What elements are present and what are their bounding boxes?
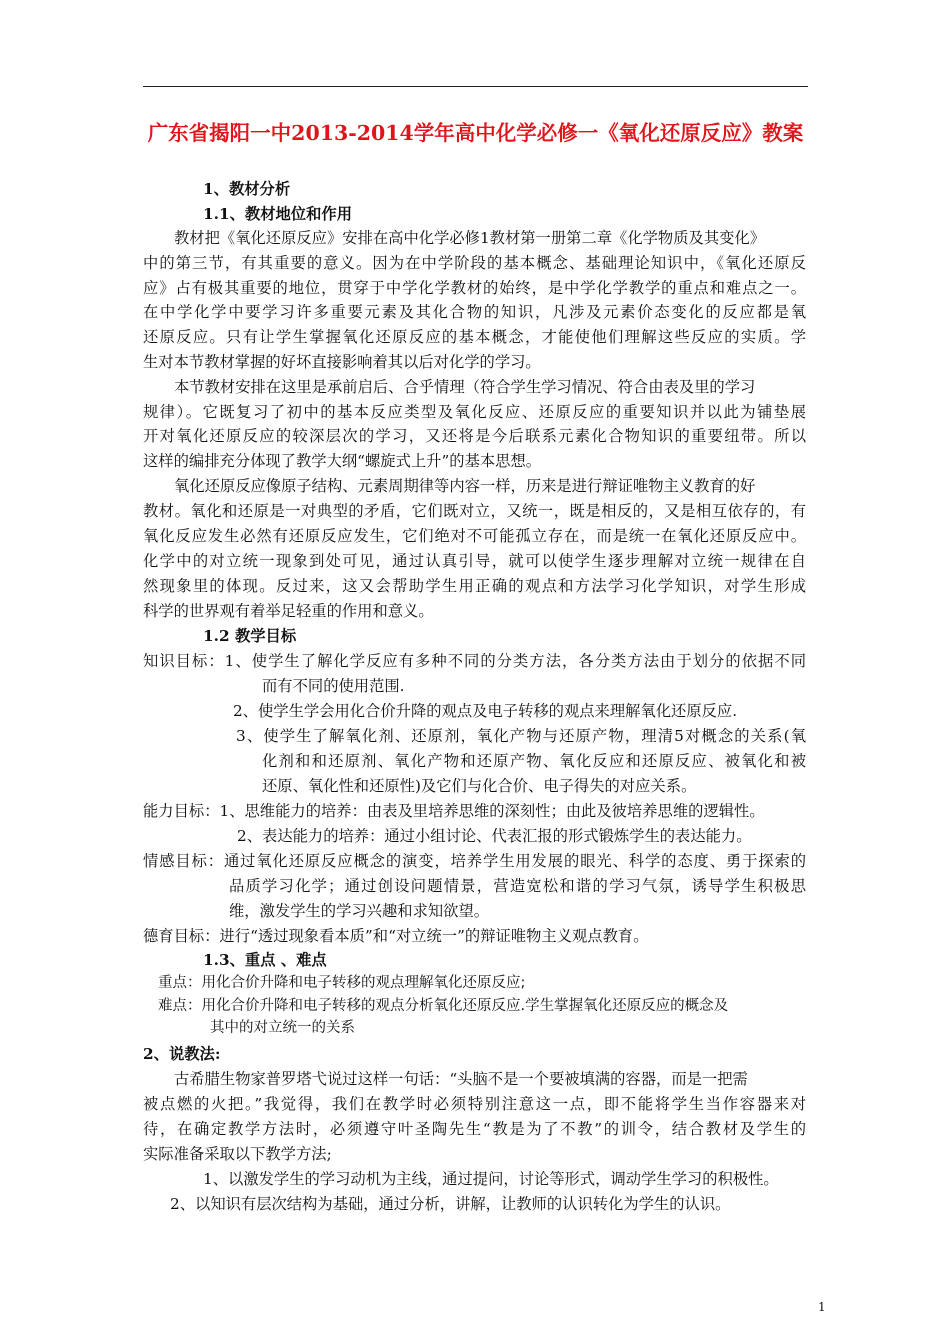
section-heading-1-3: 1.3、重点 、难点 [203, 951, 327, 969]
para3-line: 教材。氧化和还原是一对典型的矛盾，它们既对立，又统一，既是相反的，又是相互依存的，有 [143, 502, 806, 520]
para1-line: 中的第三节，有其重要的意义。因为在中学阶段的基本概念、基础理论知识中，《氧化还原反 [143, 254, 806, 272]
method-item-2: 2、以知识有层次结构为基础，通过分析，讲解，让教师的认识转化为学生的认识。 [170, 1195, 731, 1213]
para2-line: 规律）。它既复习了初中的基本反应类型及氧化反应、还原反应的重要知识并以此为铺垫展 [143, 403, 806, 421]
para3-line: 氧化反应发生必然有还原反应发生，它们绝对不可能孤立存在，而是统一在氧化还原反应中。 [143, 527, 806, 545]
emotion-goal-cont: 维，激发学生的学习兴趣和求知欲望。 [229, 902, 490, 920]
method-line: 被点燃的火把。”我觉得，我们在教学时必须特别注意这一点，即不能将学生当作容器来对 [143, 1095, 806, 1113]
section-heading-1: 1、教材分析 [203, 180, 291, 198]
para1-line: 生对本节教材掌握的好坏直接影响着其以后对化学的学习。 [143, 353, 541, 371]
difficulty: 难点：用化合价升降和电子转移的观点分析氧化还原反应.学生掌握氧化还原反应的概念及 [158, 998, 729, 1014]
para3-line: 氧化还原反应像原子结构、元素周期律等内容一样，历来是进行辩证唯物主义教育的好 [174, 477, 756, 495]
header-rule [143, 86, 808, 87]
para3-line: 科学的世界观有着举足轻重的作用和意义。 [143, 602, 434, 620]
document-title: 广东省揭阳一中2013-2014学年高中化学必修一《氧化还原反应》教案 [147, 121, 804, 145]
method-item-1: 1、以激发学生的学习动机为主线，通过提问，讨论等形式，调动学生学习的积极性。 [203, 1170, 779, 1188]
para1-line: 教材把《氧化还原反应》安排在高中化学必修1教材第一册第二章《化学物质及其变化》 [174, 229, 766, 247]
knowledge-goal-3-cont: 化剂和和还原剂、氧化产物和还原产物、氧化反应和还原反应、被氧化和被 [262, 752, 806, 770]
para1-line: 还原反应。只有让学生掌握氧化还原反应的基本概念，才能使他们理解这些反应的实质。学 [143, 328, 806, 346]
para2-line: 开对氧化还原反应的较深层次的学习，又还将是今后联系元素化合物知识的重要纽带。所以 [143, 427, 806, 445]
para3-line: 化学中的对立统一现象到处可见，通过认真引导，就可以使学生逐步理解对立统一规律在自 [143, 552, 806, 570]
section-heading-1-1: 1.1、教材地位和作用 [203, 205, 352, 223]
method-line: 古希腊生物家普罗塔弋说过这样一句话：“头脑不是一个要被填满的容器，而是一把需 [174, 1070, 748, 1088]
ability-goal-2: 2、表达能力的培养：通过小组讨论、代表汇报的形式锻炼学生的表达能力。 [237, 827, 752, 845]
para1-line: 应》占有极其重要的地位，贯穿于中学化学教材的始终，是中学化学教学的重点和难点之一。 [143, 279, 806, 297]
para2-line: 本节教材安排在这里是承前启后、合乎情理（符合学生学习情况、符合由表及里的学习 [174, 378, 756, 396]
page-number: 1 [818, 1300, 826, 1314]
ability-goal-1: 能力目标：1、思维能力的培养：由表及里培养思维的深刻性；由此及彼培养思维的逻辑性。 [143, 802, 765, 820]
knowledge-goal-2: 2、使学生学会用化合价升降的观点及电子转移的观点来理解氧化还原反应. [233, 702, 738, 720]
section-heading-1-2: 1.2 教学目标 [203, 627, 297, 645]
moral-goal: 德育目标：进行“透过现象看本质”和“对立统一”的辩证唯物主义观点教育。 [143, 927, 649, 945]
para2-line: 这样的编排充分体现了教学大纲“螺旋式上升”的基本思想。 [143, 452, 542, 470]
section-heading-2: 2、说教法: [143, 1045, 221, 1063]
key-point: 重点：用化合价升降和电子转移的观点理解氧化还原反应; [158, 975, 526, 991]
emotion-goal-cont: 品质学习化学；通过创设问题情景，营造宽松和谐的学习气氛，诱导学生积极思 [229, 877, 806, 895]
difficulty-cont: 其中的对立统一的关系 [210, 1020, 355, 1036]
method-line: 实际准备采取以下教学方法; [143, 1145, 332, 1163]
method-line: 待，在确定教学方法时，必须遵守叶圣陶先生“教是为了不教”的训令，结合教材及学生的 [143, 1120, 806, 1138]
knowledge-goal-3-cont: 还原、氧化性和还原性)及它们与化合价、电子得失的对应关系。 [262, 777, 697, 795]
knowledge-goal-3: 3、使学生了解氧化剂、还原剂，氧化产物与还原产物，理清5对概念的关系(氧 [236, 727, 806, 745]
emotion-goal: 情感目标：通过氧化还原反应概念的演变，培养学生用发展的眼光、科学的态度、勇于探索的 [143, 852, 806, 870]
knowledge-goal-1: 知识目标：1、使学生了解化学反应有多种不同的分类方法，各分类方法由于划分的依据不同 [143, 652, 806, 670]
para3-line: 然现象里的体现。反过来，这又会帮助学生用正确的观点和方法学习化学知识，对学生形成 [143, 577, 806, 595]
para1-line: 在中学化学中要学习许多重要元素及其化合物的知识，凡涉及元素价态变化的反应都是氧 [143, 303, 806, 321]
knowledge-goal-1-cont: 而有不同的使用范围. [262, 677, 405, 695]
